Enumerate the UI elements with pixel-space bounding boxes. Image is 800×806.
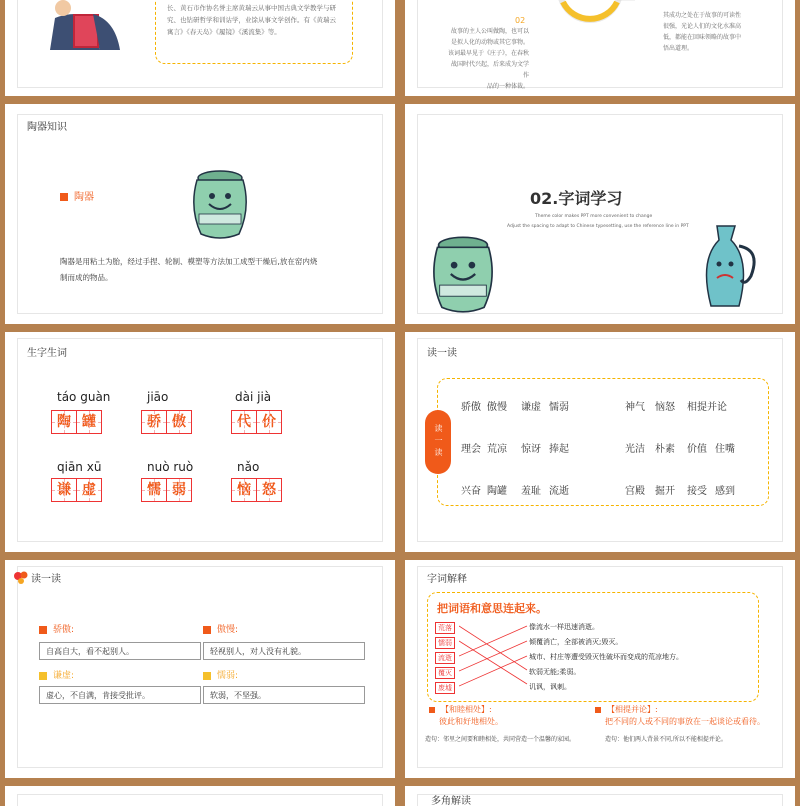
right-def[interactable]: 城市、村庄等遭受毁灭性破坏而变成的荒凉地方。: [529, 653, 683, 661]
matching-heading: 把词语和意思连起来。: [437, 602, 547, 615]
slide-title: 字词解释: [427, 574, 467, 585]
pinyin: táo guàn: [57, 390, 111, 404]
slide-title: 读一读: [31, 574, 61, 585]
section-title: 02.字词学习: [530, 189, 623, 208]
slide-frame: [17, 338, 383, 542]
slide-2[interactable]: [405, 0, 795, 96]
slide-pottery-knowledge[interactable]: [5, 104, 395, 324]
right-def[interactable]: 软弱无能;柔弱。: [529, 668, 581, 676]
phrase-1-def: 彼此和好地相处。: [439, 717, 503, 726]
char-grid: 陶 罐: [51, 410, 101, 434]
phrase-2: 【相提并论】:: [595, 704, 658, 715]
def-label: 骄傲:: [39, 622, 74, 635]
square-bullet-icon: [39, 672, 47, 680]
def-box: 自高自大，看不起别人。: [39, 642, 201, 660]
phrase-2-def: 把不同的人或不同的事放在一起谈论或看待。: [605, 717, 765, 726]
section-subtitle-2: Adjust the spacing to adapt to Chinese typesetting, use the reference line in PPT: [507, 224, 689, 229]
def-label: 懦弱:: [203, 668, 238, 681]
slide-word-definitions[interactable]: [5, 560, 395, 778]
def-label: 傲慢:: [203, 622, 238, 635]
pottery-description: 陶器是用粘土为胎，经过手捏、轮制、模塑等方法加工成型干燥后,放在窑内烧 制而成的物品。: [60, 257, 318, 282]
read-tag: 读一读: [425, 410, 451, 474]
phrase-1: 【和睦相处】:: [429, 704, 492, 715]
def-box: 轻视别人，对人没有礼貌。: [203, 642, 365, 660]
char-grid: 恼 怒: [231, 478, 281, 502]
right-def[interactable]: 讥讽，讽刺。: [529, 683, 571, 691]
square-bullet-icon: [203, 672, 211, 680]
section-heading: 陶器: [60, 188, 94, 203]
pinyin: jiāo: [147, 390, 169, 404]
teacher-illustration: [45, 0, 135, 50]
matching-lines: [459, 620, 529, 696]
slide-new-words[interactable]: [5, 332, 395, 552]
left-word[interactable]: 流逝: [435, 652, 455, 664]
example-2: 造句：他们两人背景不同,所以不能相提并论。: [605, 736, 727, 743]
example-1: 造句：邻里之间要和睦相处，共同营造一个温馨的家园。: [425, 736, 576, 743]
slide-bottom-left[interactable]: [5, 786, 395, 806]
balloons-icon: [13, 570, 29, 586]
step-number: 02: [515, 16, 526, 25]
jar-illustration: [185, 168, 255, 240]
right-def[interactable]: 倾覆消亡，全部被消灭;毁灭。: [529, 638, 623, 646]
slide-frame: [17, 566, 383, 768]
slide-frame: [17, 794, 383, 806]
char-grid: 代 价: [231, 410, 281, 434]
char-grid: 谦 虚: [51, 478, 101, 502]
right-text: 其成功之处在于故事的可读性 很强，光论人们的文化水准高 低，都能在回味领略的故事中 悟出道理。: [663, 12, 742, 52]
slide-title: 陶器知识: [27, 122, 67, 133]
pitcher-illustration: [695, 220, 765, 314]
pinyin: qiān xū: [57, 460, 102, 474]
right-def[interactable]: 像流水一样迅速消逝。: [529, 623, 599, 631]
left-word[interactable]: 废墟: [435, 682, 455, 694]
slide-bottom-right[interactable]: [405, 786, 795, 806]
def-label: 谦虚:: [39, 668, 74, 681]
slide-1[interactable]: [5, 0, 395, 96]
left-word[interactable]: 荒落: [435, 622, 455, 634]
slide-frame: [417, 794, 783, 806]
left-word[interactable]: 懦弱: [435, 637, 455, 649]
pinyin: dài jià: [235, 390, 272, 404]
square-bullet-icon: [60, 193, 68, 201]
pinyin: nǎo: [237, 460, 260, 474]
def-box: 软弱，不坚强。: [203, 686, 365, 704]
bio-text: 长、黄石市作协名誉主席黄瑞云从事中国古典文学教学与研 究、也钻研哲学和训诂学，业馀从事文学创作。有《黄瑞云 寓言》《春天岛》《履镜》《溪流集》等。: [167, 4, 336, 36]
jar-illustration: [423, 234, 503, 314]
char-grid: 骄 傲: [141, 410, 191, 434]
slide-word-matching[interactable]: [405, 560, 795, 778]
def-box: 虚心，不自满，肯接受批评。: [39, 686, 201, 704]
slide-title: 读一读: [427, 348, 457, 359]
pinyin: nuò ruò: [147, 460, 194, 474]
square-bullet-icon: [39, 626, 47, 634]
slide-read-words[interactable]: 读一读 读一读 骄傲 傲慢 谦虚 懦弱 神气 恼怒 相提并论 理会 荒凉 惊讶 捧起 光洁 朴素 价值 住嘴 兴奋 陶罐 羞耻 流逝 宫殿 掘开 接受 感到: [405, 332, 795, 552]
section-subtitle-1: Theme color makes PPT more convenient to change: [535, 214, 653, 219]
square-bullet-icon: [203, 626, 211, 634]
left-word[interactable]: 覆灭: [435, 667, 455, 679]
slide-title: 多角解读: [431, 796, 471, 806]
square-bullet-icon: [595, 707, 601, 713]
slide-section-cover[interactable]: [405, 104, 795, 324]
char-grid: 懦 弱: [141, 478, 191, 502]
mid-text: 故事的主人公叫做陶，也可以 是拟人化的动物或其它事物。 该词最早见于《庄子》，在春秋 战国时代兴起，后来成为文学作 品的一种体裁。: [447, 28, 529, 90]
slide-title: 生字生词: [27, 348, 67, 359]
ring-chart: [545, 0, 635, 30]
square-bullet-icon: [429, 707, 435, 713]
